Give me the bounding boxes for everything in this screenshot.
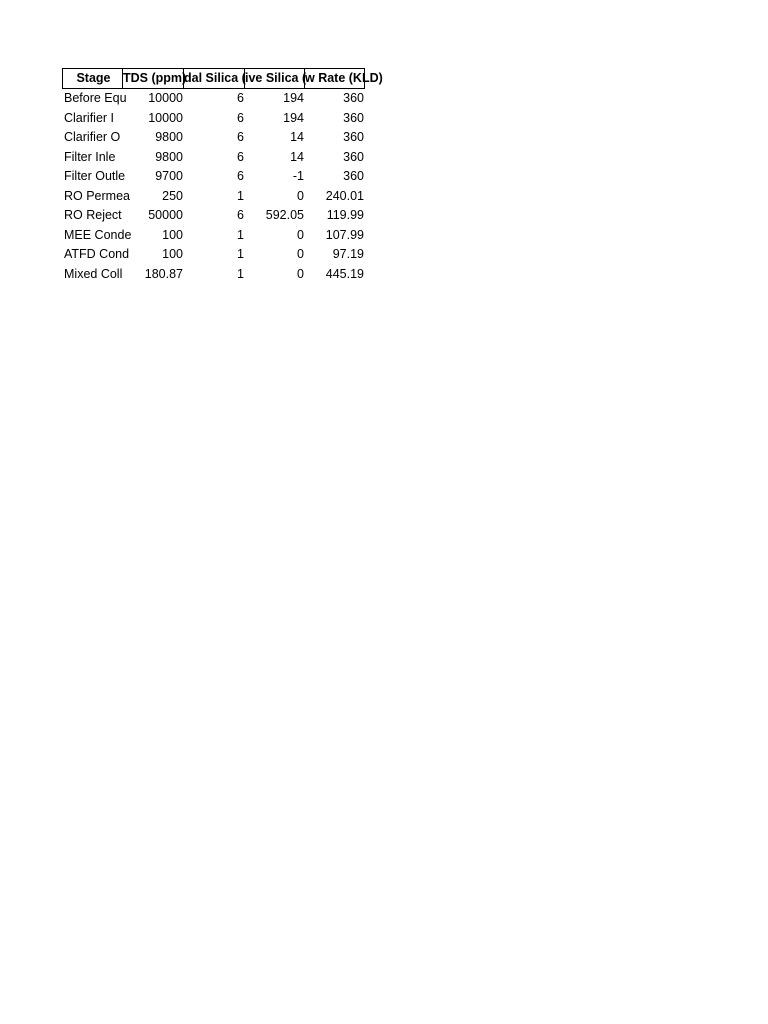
cell-flow-rate[interactable]: 360 xyxy=(343,110,364,125)
table-row xyxy=(62,206,365,226)
table-row xyxy=(62,226,365,246)
cell-tds[interactable]: 9700 xyxy=(155,169,183,183)
cell-reactive-silica[interactable]: 14 xyxy=(290,149,304,164)
table-row xyxy=(62,187,365,207)
cell-colloidal-silica[interactable]: 1 xyxy=(237,227,244,242)
cell-flow-rate[interactable]: 240.01 xyxy=(325,188,364,203)
cell-colloidal-silica[interactable]: 6 xyxy=(237,110,244,125)
cell-flow-rate[interactable]: 360 xyxy=(343,169,364,183)
cell-flow-rate[interactable]: 97.19 xyxy=(332,247,364,261)
cell-reactive-silica[interactable]: 194 xyxy=(283,110,304,125)
table-row xyxy=(62,167,365,187)
cell-stage[interactable]: RO Permea xyxy=(64,188,130,203)
cell-tds[interactable]: 9800 xyxy=(155,130,183,144)
table-row xyxy=(62,265,365,285)
cell-tds[interactable]: 250 xyxy=(162,188,183,203)
table-row xyxy=(62,245,365,265)
cell-reactive-silica[interactable]: 0 xyxy=(297,266,304,281)
cell-flow-rate[interactable]: 360 xyxy=(343,130,364,144)
header-cell-tds[interactable]: TDS (ppm) xyxy=(123,68,184,89)
cell-stage[interactable]: Filter Outle xyxy=(64,169,126,183)
cell-stage[interactable]: RO Reject xyxy=(64,208,122,222)
cell-reactive-silica[interactable]: 14 xyxy=(290,130,304,144)
spreadsheet-table xyxy=(62,68,383,284)
cell-flow-rate[interactable]: 445.19 xyxy=(325,266,364,281)
cell-reactive-silica[interactable]: -1 xyxy=(292,169,304,183)
cell-flow-rate[interactable]: 119.99 xyxy=(326,208,364,222)
cell-tds[interactable]: 180.87 xyxy=(144,266,183,281)
cell-tds[interactable]: 100 xyxy=(162,247,183,261)
cell-stage[interactable]: Clarifier I xyxy=(64,110,115,125)
cell-reactive-silica[interactable]: 194 xyxy=(283,91,304,105)
cell-stage[interactable]: Mixed Coll xyxy=(64,266,123,281)
cell-stage[interactable]: Filter Inle xyxy=(64,149,116,164)
cell-reactive-silica[interactable]: 0 xyxy=(297,247,304,261)
cell-tds[interactable]: 10000 xyxy=(148,91,183,105)
cell-colloidal-silica[interactable]: 6 xyxy=(237,208,244,222)
cell-colloidal-silica[interactable]: 6 xyxy=(237,169,244,183)
table-header-row xyxy=(62,68,383,89)
table-row xyxy=(62,89,365,109)
cell-stage[interactable]: Clarifier O xyxy=(64,130,121,144)
header-cell-colloidal-silica[interactable]: dal Silica ( xyxy=(184,68,245,89)
cell-colloidal-silica[interactable]: 6 xyxy=(237,149,244,164)
table-row xyxy=(62,109,365,129)
table-row xyxy=(62,128,365,148)
header-cell-reactive-silica[interactable]: ive Silica ( xyxy=(245,68,305,89)
cell-stage[interactable]: Before Equ xyxy=(64,91,127,105)
cell-flow-rate[interactable]: 360 xyxy=(343,149,364,164)
cell-colloidal-silica[interactable]: 1 xyxy=(237,188,244,203)
cell-colloidal-silica[interactable]: 6 xyxy=(237,130,244,144)
cell-stage[interactable]: MEE Conde xyxy=(64,227,132,242)
cell-colloidal-silica[interactable]: 1 xyxy=(237,247,244,261)
cell-reactive-silica[interactable]: 0 xyxy=(297,188,304,203)
cell-reactive-silica[interactable]: 0 xyxy=(297,227,304,242)
cell-stage[interactable]: ATFD Cond xyxy=(64,247,130,261)
cell-flow-rate[interactable]: 107.99 xyxy=(325,227,364,242)
cell-colloidal-silica[interactable]: 1 xyxy=(237,266,244,281)
cell-tds[interactable]: 9800 xyxy=(155,149,183,164)
cell-tds[interactable]: 50000 xyxy=(148,208,183,222)
header-cell-stage[interactable]: Stage xyxy=(62,68,123,89)
table-row xyxy=(62,148,365,168)
cell-flow-rate[interactable]: 360 xyxy=(343,91,364,105)
cell-colloidal-silica[interactable]: 6 xyxy=(237,91,244,105)
header-cell-flow-rate[interactable]: w Rate (KLD) xyxy=(305,68,365,89)
cell-tds[interactable]: 10000 xyxy=(148,110,183,125)
cell-tds[interactable]: 100 xyxy=(162,227,183,242)
cell-reactive-silica[interactable]: 592.05 xyxy=(265,208,304,222)
